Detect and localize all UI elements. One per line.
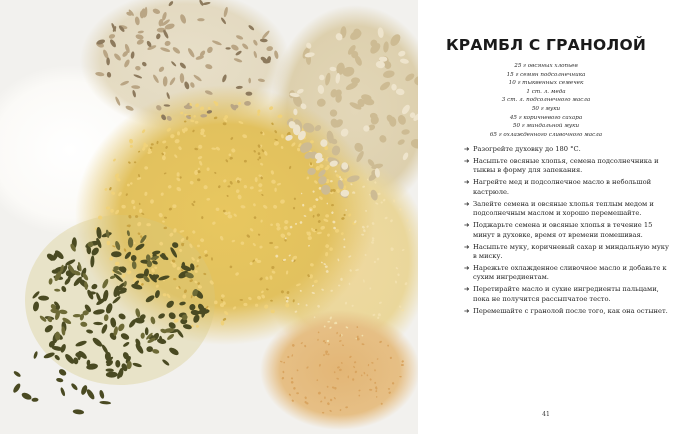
step-item: [464, 145, 669, 154]
sugar-grain: [324, 396, 326, 399]
recipe-page: [418, 0, 674, 434]
brown-sugar-pile: [260, 310, 418, 430]
ingredient-item: 1 ст. л. меда: [526, 88, 566, 95]
crumble-speck: [109, 257, 113, 261]
crumble-speck: [274, 188, 276, 192]
step-text: Насыпьте муку, коричневый сахар и миндальную муку в миску.: [473, 242, 669, 261]
step-text: Насыпьте овсяные хлопья, семена подсолнечника и тыквы в форму для запекания.: [473, 157, 659, 175]
recipe-title: КРАМБЛ С ГРАНОЛОЙ: [445, 36, 647, 54]
ingredient-list: [418, 62, 674, 139]
ingredient-item: 3 ст. л. подсолнечного масла: [501, 97, 591, 104]
ingredient-item: 10 г тыквенных семечек: [508, 80, 584, 87]
arrow-icon: ➔: [464, 285, 470, 294]
pumpkin-seed: [111, 251, 122, 257]
arrow-icon: ➔: [464, 264, 470, 273]
almond-speck: [340, 278, 342, 281]
crumble-speck: [177, 131, 180, 135]
steps-list: [464, 145, 669, 319]
crumble-speck: [269, 242, 273, 244]
step-text: Перетирайте масло и сухие ингредиенты пальцами, пока не получится рассыпчатое тесто.: [473, 285, 659, 303]
ingredient-item: 45 г коричневого сахара: [509, 114, 583, 121]
arrow-icon: ➔: [464, 242, 470, 251]
arrow-icon: ➔: [464, 178, 470, 187]
arrow-icon: ➔: [464, 157, 470, 165]
pumpkin-seed: [131, 255, 137, 261]
ingredient-item: 65 г охлажденного сливочного масла: [489, 131, 603, 138]
ingredient-item: 25 г овсяных хлопьев: [514, 63, 578, 69]
pumpkin-seed-shadow: [25, 215, 215, 385]
arrow-icon: ➔: [464, 199, 470, 208]
crumble-speck: [133, 206, 135, 210]
step-text: Перемешайте с гранолой после того, как она остынет.: [473, 306, 668, 315]
pumpkin-seed: [145, 327, 149, 335]
step-text: Разогрейте духовку до 180 °С.: [473, 145, 581, 153]
arrow-icon: ➔: [464, 221, 470, 230]
step-text: Нарежьте охлажденное сливочное масло и добавьте к сухим ингредиентам.: [473, 264, 667, 282]
step-item: [464, 157, 669, 176]
ingredient-item: 15 г семян подсолнечника: [506, 71, 586, 78]
step-text: Нагрейте мед и подсолнечное масло в небольшой кастрюле.: [473, 178, 652, 196]
step-text: Поджарьте семена и овсяные хлопья в течение 15 минут в духовке, время от времени помешивая.: [473, 221, 653, 239]
step-text: Залейте семена и овсяные хлопья теплым медом и подсолнечным маслом и хорошо перемешайте.: [473, 199, 654, 218]
step-item: [464, 178, 669, 197]
page-number: 41: [542, 411, 550, 418]
sunflower-seed: [226, 47, 231, 49]
crumble-speck: [221, 321, 225, 326]
arrow-icon: ➔: [464, 145, 470, 153]
step-item: [464, 264, 669, 283]
step-item: [464, 221, 669, 240]
step-item: [464, 285, 669, 304]
sunflower-seed: [197, 18, 204, 21]
step-item: [464, 200, 669, 219]
arrow-icon: ➔: [464, 306, 470, 315]
step-item: [464, 243, 669, 262]
ingredient-item: 50 г миндальной муки: [512, 123, 580, 130]
step-item: [464, 307, 669, 316]
ingredient-item: 50 г муки: [531, 105, 561, 112]
